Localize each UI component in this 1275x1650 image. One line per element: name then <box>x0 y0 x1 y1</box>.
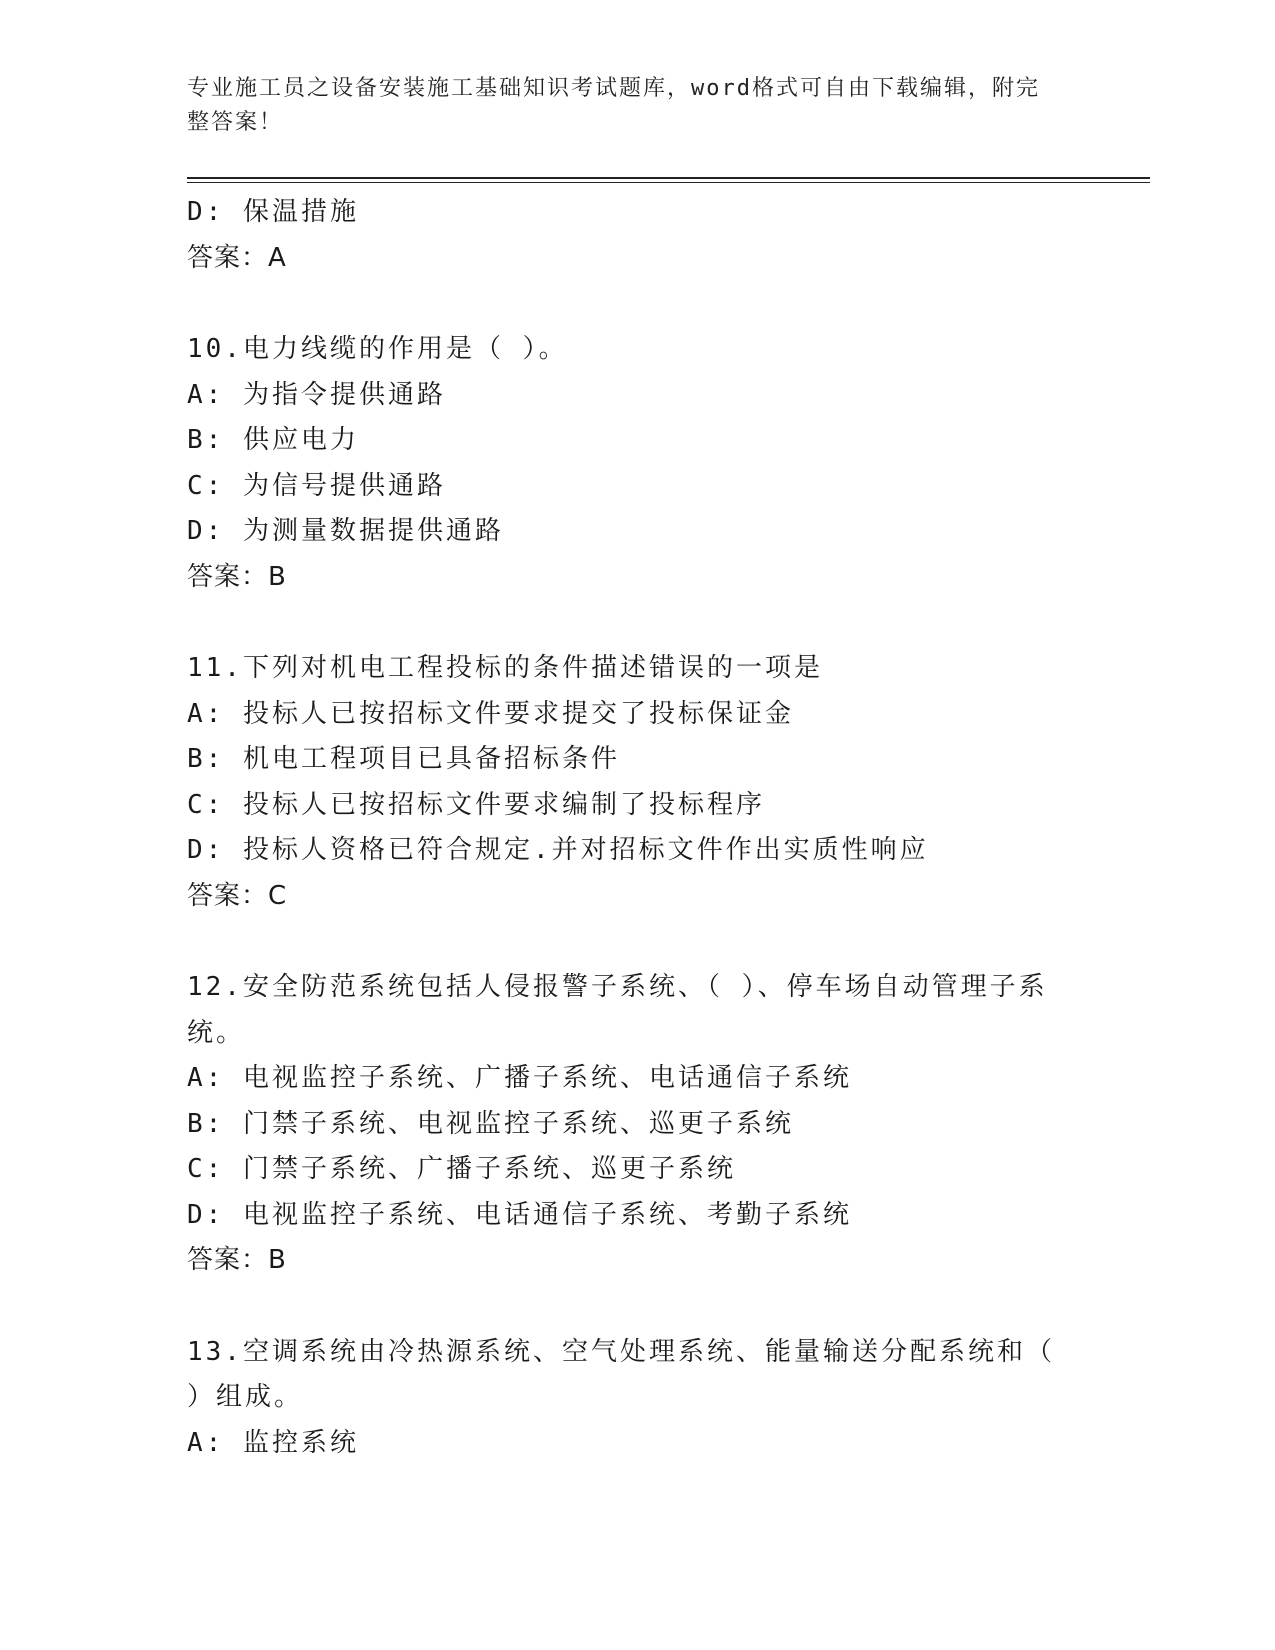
option-d: D: 保温措施 <box>187 197 359 227</box>
option-a: A: 为指令提供通路 <box>187 379 446 410</box>
question-text: 11.下列对机电工程投标的条件描述错误的一项是 <box>187 653 823 683</box>
question-block-9-partial <box>187 190 1087 281</box>
header-divider-thick <box>187 177 1150 179</box>
question-text: 10.电力线缆的作用是（ ）。 <box>187 334 568 364</box>
option-b: B: 供应电力 <box>187 425 359 455</box>
question-list <box>187 190 1087 1466</box>
question-text-line-1: 12.安全防范系统包括人侵报警子系统、（ ）、停车场自动管理子系 <box>187 972 1048 1002</box>
question-text-line-2: 统。 <box>187 1017 246 1048</box>
answer-label: 答案：B <box>187 1245 287 1275</box>
answer-label: 答案：C <box>187 880 288 911</box>
spacer <box>187 281 1087 327</box>
question-block-13 <box>187 1330 1087 1467</box>
spacer <box>187 1284 1087 1330</box>
option-c: C: 投标人已按招标文件要求编制了投标程序 <box>187 789 765 820</box>
spacer <box>187 919 1087 965</box>
header-line-2: 整答案！ <box>187 110 284 135</box>
answer-label: 答案：B <box>187 561 287 592</box>
option-a: A: 监控系统 <box>187 1427 359 1458</box>
option-b: B: 机电工程项目已具备招标条件 <box>187 744 620 774</box>
question-text-line-2: ）组成。 <box>187 1382 304 1412</box>
question-block-10 <box>187 327 1087 600</box>
option-a: A: 电视监控子系统、广播子系统、电话通信子系统 <box>187 1063 852 1093</box>
option-d: D: 投标人资格已符合规定.并对招标文件作出实质性响应 <box>187 835 929 865</box>
document-header <box>187 72 1067 140</box>
option-a: A: 投标人已按招标文件要求提交了投标保证金 <box>187 698 794 729</box>
question-text-line-1: 13.空调系统由冷热源系统、空气处理系统、能量输送分配系统和（ <box>187 1336 1055 1367</box>
option-b: B: 门禁子系统、电视监控子系统、巡更子系统 <box>187 1108 794 1139</box>
spacer <box>187 600 1087 646</box>
question-block-11 <box>187 646 1087 919</box>
option-c: C: 门禁子系统、广播子系统、巡更子系统 <box>187 1154 736 1184</box>
question-block-12 <box>187 965 1087 1284</box>
answer-label: 答案：A <box>187 242 287 273</box>
header-line-1: 专业施工员之设备安装施工基础知识考试题库，word格式可自由下载编辑，附完 <box>187 76 1040 101</box>
option-d: D: 电视监控子系统、电话通信子系统、考勤子系统 <box>187 1199 852 1230</box>
option-d: D: 为测量数据提供通路 <box>187 516 504 546</box>
header-divider-thin <box>187 182 1150 183</box>
option-c: C: 为信号提供通路 <box>187 470 446 501</box>
